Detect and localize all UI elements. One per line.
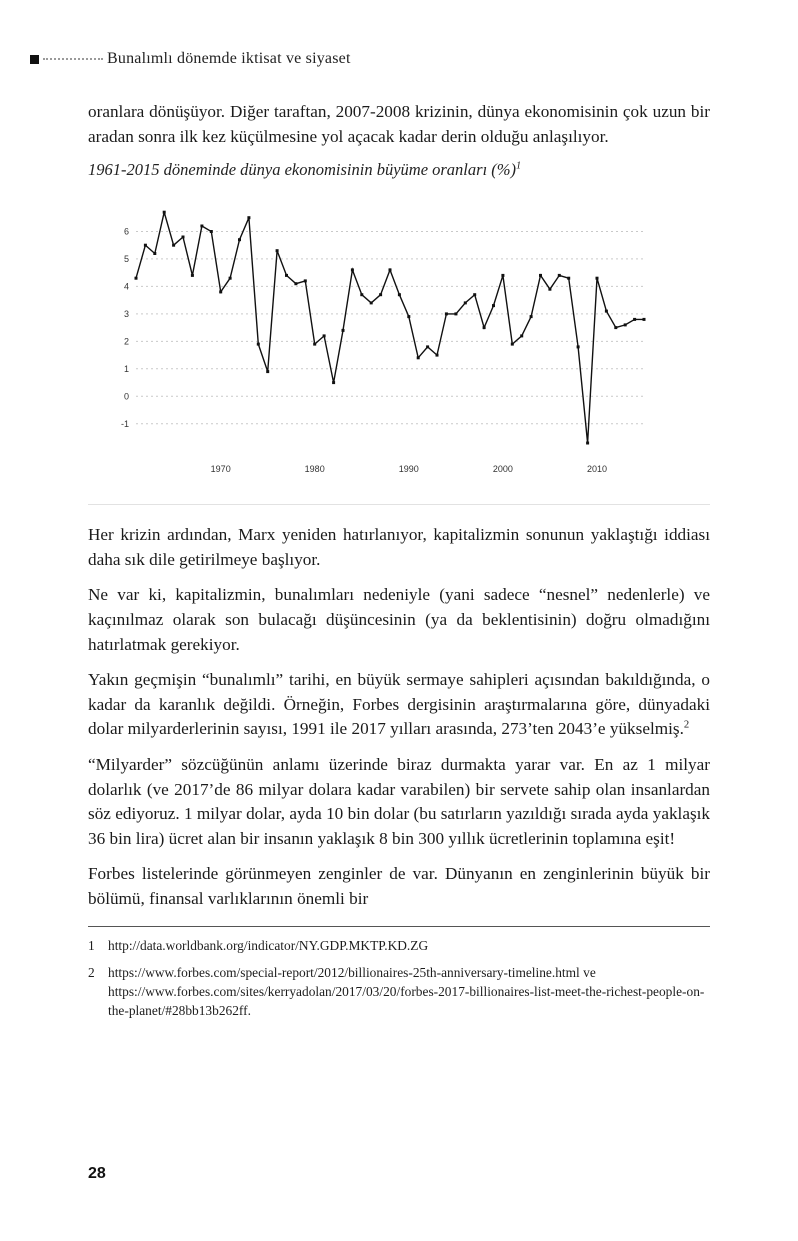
paragraph-6: Forbes listelerinde görünmeyen zenginler de var. Dünyanın en zenginlerinin büyük bir bölümü, finansal varlıklarının önemli bir [88, 864, 710, 908]
footnote-ref-2: 2 [683, 719, 690, 731]
footnote-2 [88, 963, 710, 1020]
svg-text:5: 5 [123, 254, 129, 265]
paragraph-1: oranlara dönüşüyor. Diğer taraftan, 2007-2008 krizinin, dünya ekonomisinin çok uzun bir aradan sonra ilk kez küçülmesine yol açacak kadar derin olduğu anlaşılıyor. [88, 102, 710, 146]
page-number: 28 [88, 1165, 106, 1182]
growth-chart-figure [88, 190, 710, 505]
paragraph-4 [88, 668, 710, 742]
paragraph-4-text: Yakın geçmişin “bunalımlı” tarihi, en büyük sermaye sahipleri açısından bakıldığında, o kadar da karanlık değildi. Örneğin, Forbes dergisinin araştırmalarına göre, dünyadaki dolar milyarderlerinin sayısı, 1991 ile 2017 yılları arasında, 273’ten 2043’e yükselmiş. [88, 670, 710, 739]
chart-caption [88, 160, 710, 180]
svg-text:1990: 1990 [398, 464, 419, 475]
svg-text:4: 4 [123, 281, 129, 292]
svg-text:1980: 1980 [304, 464, 325, 475]
svg-text:2: 2 [123, 336, 129, 347]
growth-chart-svg [106, 194, 651, 494]
footnote-1-text: http://data.worldbank.org/indicator/NY.GDP.MKTP.KD.ZG [108, 937, 429, 953]
svg-text:3: 3 [123, 309, 129, 320]
page-content [88, 100, 710, 1028]
svg-text:0: 0 [123, 391, 129, 402]
chart-caption-text: 1961-2015 döneminde dünya ekonomisinin büyüme oranları (%) [88, 160, 517, 180]
header-title: Bunalımlı dönemde iktisat ve siyaset [107, 50, 351, 67]
svg-text:-1: -1 [120, 418, 129, 429]
svg-text:2000: 2000 [492, 464, 513, 475]
paragraph-3: Ne var ki, kapitalizmin, bunalımları nedeniyle (yani sadece “nesnel” nedenlerle) ve kaçınılmaz olarak son bulacağı düşüncesinin (ya da beklentisinin) doğru olmadığını hatırlatmak gerekiyor. [88, 585, 710, 654]
footnote-ref-1: 1 [516, 160, 522, 172]
footnote-2-number: 2 [88, 964, 95, 980]
running-header [30, 50, 710, 68]
svg-text:2010: 2010 [586, 464, 608, 475]
svg-text:1970: 1970 [210, 464, 231, 475]
footnote-2-text: https://www.forbes.com/special-report/2012/billionaires-25th-anniversary-timeline.html ve https://www.forbes.com/sites/kerryadolan/2017/03/20/forbes-2017-billionaires-list-meet-the-richest-people-on-the-planet/#28bb13b262ff. [108, 964, 705, 1018]
footnotes-section [88, 926, 710, 1020]
paragraph-2: Her krizin ardından, Marx yeniden hatırlanıyor, kapitalizmin sonunun yaklaştığı iddiası daha sık dile getirilmeye başlıyor. [88, 525, 710, 569]
footnote-1-number: 1 [88, 937, 95, 953]
paragraph-5: “Milyarder” sözcüğünün anlamı üzerinde biraz durmakta yarar var. En az 1 milyar dolarlık (ve 2017’de 86 milyar dolara kadar varabilen) bir servete sahip olan insanlardan söz ediyoruz. 1 milyar dolar, ayda 10 bin dolar (bu satırların yazıldığı sırada ayda yaklaşık 36 bin lira) ücret alan bir insanın yaklaşık 8 bin 300 yıllık ücretlerinin toplamına eşit! [88, 754, 710, 848]
header-square-icon [30, 55, 39, 64]
footnote-1 [88, 936, 710, 955]
svg-text:6: 6 [123, 226, 129, 237]
header-dotted-leader-icon [43, 58, 103, 60]
svg-text:1: 1 [123, 363, 129, 374]
